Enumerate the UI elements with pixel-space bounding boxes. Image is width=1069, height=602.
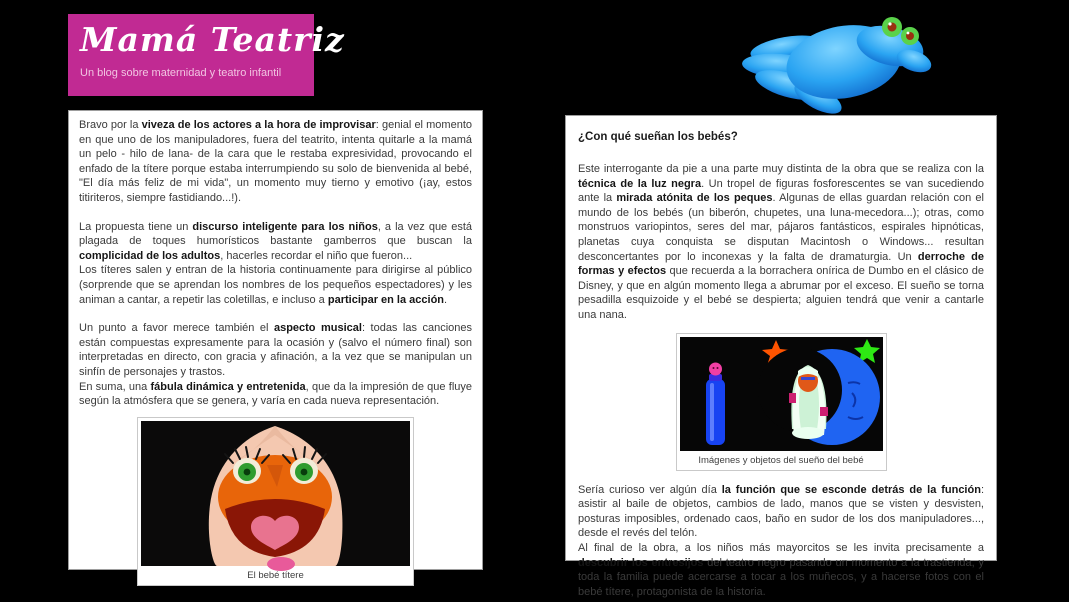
blacklight-caption: Imágenes y objetos del sueño del bebé	[698, 454, 864, 466]
right-article-outro	[578, 483, 984, 600]
paragraph-block	[79, 118, 472, 206]
paragraph: Sería curioso ver algún día la función que se esconde detrás de la función: asistir al baile de objetos, cambios de lado, manos que se visten y desvisten, posturas imposibles, ordenado caos, baño en sudor de los dos manipuladores..., desde el revés del telón.	[578, 483, 984, 540]
paragraph-block	[578, 162, 984, 323]
paragraph-block	[79, 220, 472, 308]
blacklight-dream-photo	[680, 337, 883, 451]
baby-puppet-caption: El bebé títere	[247, 569, 304, 581]
baby-puppet-figure[interactable]	[137, 417, 414, 586]
blog-logo[interactable]	[68, 14, 345, 96]
paragraph: Al final de la obra, a los niños más mayorcitos se les invita precisamente a descubrir los entresijos del teatro negro pasando un momento a la trastienda, y toda la familia puede acercarse a tocar a los muñecos, y a hacerse fotos con el bebé títere, protagonista de la historia.	[578, 541, 984, 598]
paragraph: La propuesta tiene un discurso inteligente para los niños, a la vez que está plagada de toques humorísticos bastante gamberros que buscan la complicidad de los adultos, hacerles recordar el niño que fueron...	[79, 220, 473, 262]
paragraph-block	[79, 321, 472, 409]
glove-puppet-illustration	[742, 6, 938, 112]
paragraph: Los títeres salen y entran de la historia continuamente para dirigirse al público (sorprende que se aprendan los nombres de los pequeños espectadores) y les animan a cantar, a repetir las coletillas, e incluso a participar en la acción.	[79, 264, 472, 306]
paragraph: En suma, una fábula dinámica y entretenida, que da la impresión de que fluye según la atmósfera que se genera, y varía en cada nueva representación.	[79, 380, 473, 408]
paragraph: Este interrogante da pie a una parte muy distinta de la obra que se realiza con la técnica de la luz negra. Un tropel de figuras fosforescentes se van sucediendo ante la mirada atónita de los peques. Algunas de ellas guardan relación con el mundo de los bebés (un biberón, chupetes, una luna-mecedora...); otras, como monstruos variopintos, seres del mar, pájaros fantásticos, espirales hipnóticas, planetas cuya conquista se disputan Macintosh o Windows... resultan desconcertantes por lo inconexas y la falta de dramaturgia. Un derroche de formas y efectos que recuerda a la borrachera onírica de Dumbo en el clásico de Disney, y que en algún momento llega a abrumar por el exceso. El sueño se torna pesadilla esquizoide y el bebé se despierta; alguien tendrá que venir a cantarle una nana.	[578, 163, 985, 321]
review-column-left	[68, 110, 483, 581]
paragraph-block	[578, 483, 984, 600]
section-heading: ¿Con qué sueñan los bebés?	[578, 131, 738, 143]
paragraph: Un punto a favor merece también el aspecto musical: todas las canciones están compuestas expresamente para la ocasión y (salvo el número final) son interpretadas en directo, con gracia y afinación, a la vez que se manipulan un sinfín de personajes y trastos.	[79, 322, 473, 378]
paragraph: Bravo por la viveza de los actores a la hora de improvisar: genial el momento en que uno de los manipuladores, fuera del teatrito, intenta quitarle a la mamá un pelo - hilo de lana- de la cara que le restaba expresividad, provocando el enfado de la títere porque estaba interrumpiendo su solo de bienvenida al bebé, "El día más feliz de mi vida", un momento muy tierno y emotivo (¡ay, estos titiriteros, siempre fastidiando...!).	[79, 119, 472, 204]
baby-puppet-photo	[141, 421, 410, 566]
left-article-body	[79, 118, 472, 409]
blacklight-figure[interactable]	[676, 333, 887, 471]
review-column-right	[565, 115, 997, 598]
right-article-intro	[578, 162, 984, 323]
blog-title: Mamá Teatriz	[80, 20, 345, 59]
blog-subtitle: Un blog sobre maternidad y teatro infantil	[80, 67, 282, 79]
glove-puppet-image	[742, 6, 938, 112]
